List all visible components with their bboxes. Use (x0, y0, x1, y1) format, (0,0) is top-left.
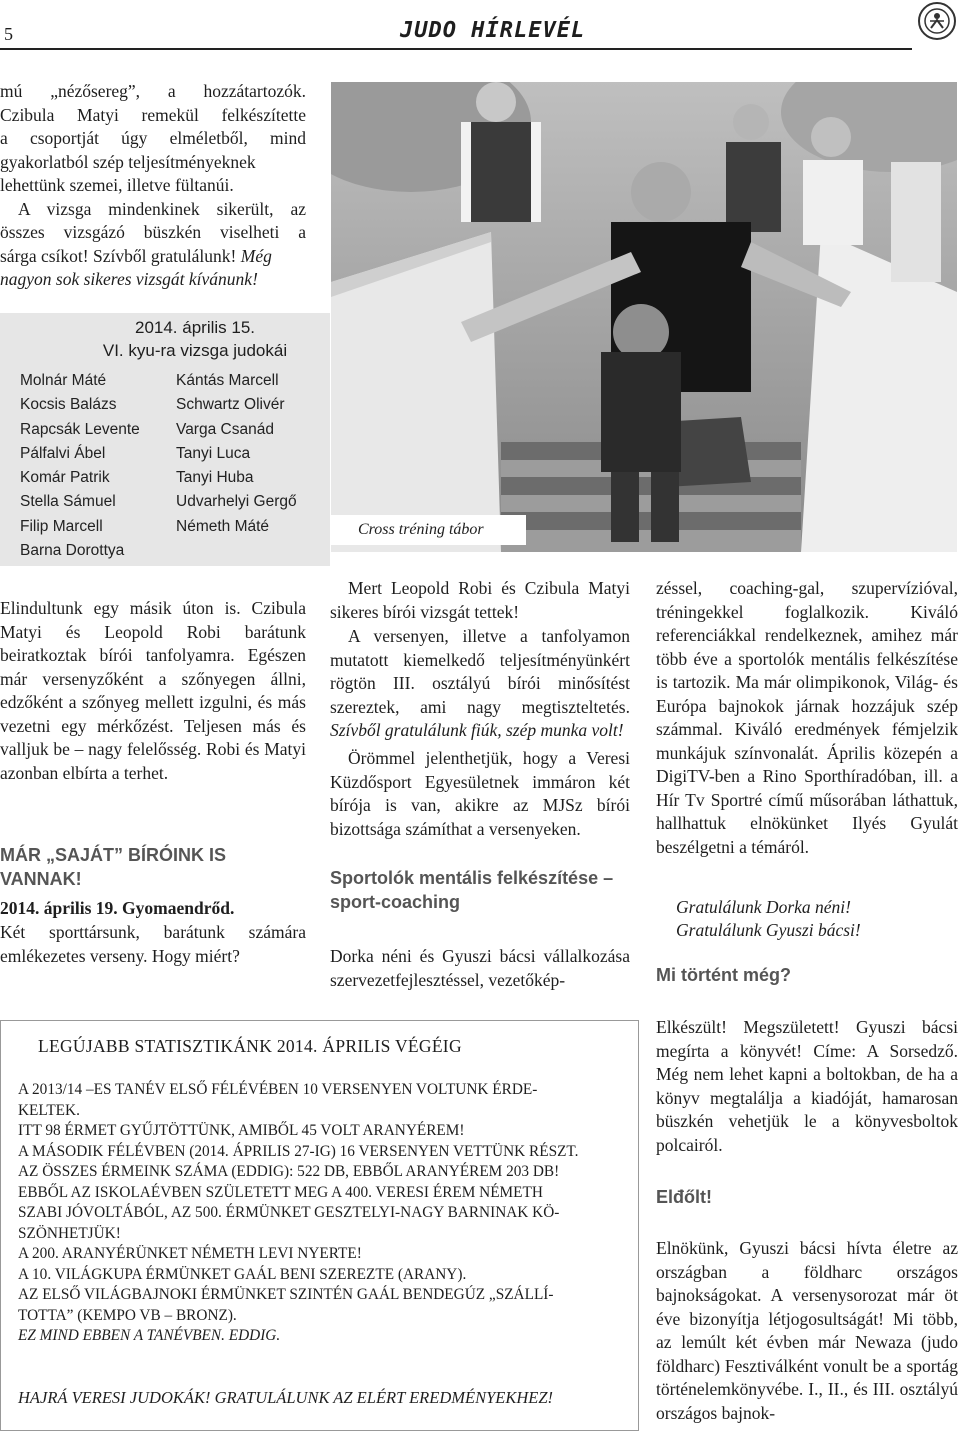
statistics-line: EZ MIND EBBEN A TANÉVBEN. EDDIG. (18, 1327, 281, 1344)
column-2-paragraph-2: A versenyen, illetve a tanfolyamon mutatott kiemelkedő teljesítményünkért rögtön III. osztályú bírói minősítést szereztek, ami nagy megtiszteltetés. Szívből gratulálunk fiúk, szép munka volt! (330, 626, 630, 740)
statistics-line: A 2013/14 –ES TANÉV ELSŐ FÉLÉVÉBEN 10 VERSENYEN VOLTUNK ÉRDE- (18, 1081, 538, 1098)
list-item: Komár Patrik (20, 469, 110, 487)
congrats-gyuszi: Gratulálunk Gyuszi bácsi! (676, 920, 861, 940)
list-item: Tanyi Huba (176, 469, 254, 487)
list-item: Kocsis Balázs (20, 396, 117, 414)
column-1-paragraph: Elindultunk egy másik úton is. Czibula Matyi és Leopold Robi barátunk beiratkoztak bírói tanfolyamra. Egészen már versenyzőként a szőnyegen állni, edzőként a szőnyeg mellett izgulni, és más vezetni egy mérkőzést. Teljesen más és valljuk be – nagy felelősség. Robi és Matyi azonban elbírta a terhet. (0, 598, 306, 783)
column-3-paragraph-3: Elnökünk, Gyuszi bácsi hívta életre az országban a földharc országos bajnokságokat. A versenysorozat már öt éve bizonyítja létjogosultságát! Mi több, az lemúlt két évben már Newaza (judo földharc) Fesztiválként vonult be a sportág történelemkönyvébe. I., II., és III. osztályú országos bajnok- (656, 1238, 958, 1423)
column-1-paragraph-2: Két sporttársunk, barátunk számára emlékezetes verseny. Hogy miért? (0, 922, 306, 966)
column-2-paragraph-3: Örömmel jelenthetjük, hogy a Veresi Küzdősport Egyesületnek immáron két bírója is van, akikre az MJSz bírói bizottsága számíthat a versenyeken. (330, 748, 630, 839)
exam-names-right (176, 369, 326, 539)
congrats-dorka: Gratulálunk Dorka néni! (676, 897, 851, 917)
list-item: Varga Csanád (176, 420, 274, 438)
decided-heading: Elđőlt! (656, 1187, 712, 1207)
list-item: Barna Dorottya (20, 542, 125, 560)
club-logo-icon (918, 2, 956, 40)
event-date-place: 2014. április 19. Gyomaendrőd. (0, 898, 235, 918)
statistics-line: A 10. VILÁGKUPA ÉRMÜNKET GAÁL BENI SZEREZTE (ARANY). (18, 1265, 467, 1283)
statistics-title: LEGÚJABB STATISZTIKÁNK 2014. ÁPRILIS VÉGÉIG (38, 1036, 462, 1056)
list-item: Filip Marcell (20, 517, 103, 535)
list-item: Rapcsák Levente (20, 420, 140, 438)
list-item: Kántás Marcell (176, 372, 279, 389)
header-rule (0, 48, 912, 50)
statistics-line: A 200. ARANYÉRÜNKET NÉMETH LEVI NYERTE! (18, 1245, 362, 1262)
photo-caption: Cross tréning tábor (331, 515, 526, 545)
statistics-line: AZ ELSŐ VILÁGBAJNOKI ÉRMÜNKET SZINTÉN GAÁL BENDEGÚZ „SZÁLLÍ- (18, 1286, 554, 1303)
column-2-paragraph-1: Mert Leopold Robi és Czibula Matyi sikeres bírói vizsgát tettek! (330, 578, 630, 622)
statistics-line: SZABI JÓVOLTÁBÓL, AZ 500. ÉRMÜNKET GESZTELYI-NAGY BARNINAK KÖ- (18, 1204, 560, 1221)
exam-date: 2014. április 15. (134, 318, 256, 337)
statistics-list (18, 1080, 628, 1347)
list-item: Pálfalvi Ábel (20, 444, 106, 462)
newsletter-title: JUDO HÍRLEVÉL (400, 18, 586, 43)
news-heading: Mi történt még? (656, 965, 791, 985)
page-number: 5 (4, 24, 13, 44)
column-2-paragraph-4: Dorka néni és Gyuszi bácsi vállalkozása szervezetfejlesztéssel, vezetőkép- (330, 946, 630, 990)
referee-heading: MÁR „SAJÁT” BÍRÓINK IS VANNAK! (0, 845, 227, 889)
column-3-paragraph-2: Elkészült! Megszületett! Gyuszi bácsi megírta a könyvét! Címe: A Sorsedző. Még nem lehet kapni a boltokban, de ha a könyv megtalálja a kiadóját, hamarosan büszkén vehetjük le a könyvesboltok polcairól. (656, 1017, 958, 1155)
list-item: Udvarhelyi Gergő (176, 493, 297, 511)
list-item: Tanyi Luca (176, 444, 251, 462)
list-item: Molnár Máté (20, 372, 107, 389)
exam-title: VI. kyu-ra vizsga judokái (102, 341, 288, 360)
statistics-line: ITT 98 ÉRMET GYŰJTÖTTÜNK, AMIBŐL 45 VOLT ARANYÉREM! (18, 1122, 465, 1139)
statistics-line: SZÖNHETJÜK! (18, 1224, 121, 1242)
intro-paragraph: mú „nézősereg”, a hozzátartozók. Czibula Matyi remekül felkészítette a csoportját úgy elméletből, mind gyakorlatból szép teljesítményeknek lehettünk szemei, illetve fültanúi. A vizsga mindenkinek sikerült, az összes vizsgázó büszkén viselheti a sárga csíkot! Szívből gratulálunk! Még nagyon sok sikeres vizsgát kívánunk! (0, 81, 306, 289)
coaching-heading: Sportolók mentális felkészítése – sport-coaching (330, 868, 614, 912)
list-item: Németh Máté (176, 517, 270, 535)
column-3-paragraph-1: zéssel, coaching-gal, szupervízióval, tréningekkel foglalkozik. Kiváló referenciákkal rendelkeznek, amihez már több éve a sportolók mentális felkészítése is tartozik. Ma már olimpikonok, Világ- és Európa bajnokok járnak hozzájuk szép számmal. Kiváló eredmények fémjelzik munkájuk színvonalát. Április közepén a DigiTV-ben a Rino Sporthíradóban, ill. a Hír Tv Sportré című műsorában láthattuk, hallhattuk elnökünket Ilyés Gyulát beszélgetni a témáról. (656, 578, 958, 857)
statistics-line: KELTEK. (18, 1101, 80, 1119)
statistics-closing: HAJRÁ VERESI JUDOKÁK! GRATULÁLUNK AZ ELÉRT EREDMÉNYEKHEZ! (18, 1388, 554, 1407)
list-item: Schwartz Olivér (176, 396, 285, 414)
exam-names-left (20, 369, 170, 563)
statistics-line: TOTTA” (KEMPO VB – BRONZ). (18, 1306, 237, 1324)
statistics-line: AZ ÖSSZES ÉRMEINK SZÁMA (EDDIG): 522 DB, EBBŐL ARANYÉREM 203 DB! (18, 1163, 560, 1180)
list-item: Stella Sámuel (20, 493, 116, 511)
statistics-line: EBBŐL AZ ISKOLAÉVBEN SZÜLETETT MEG A 400. VERESI ÉREM NÉMETH (18, 1183, 543, 1201)
training-camp-photo (331, 82, 957, 552)
statistics-line: A MÁSODIK FÉLÉVBEN (2014. ÁPRILIS 27-IG) 16 VERSENYEN VETTÜNK RÉSZT. (18, 1142, 579, 1160)
